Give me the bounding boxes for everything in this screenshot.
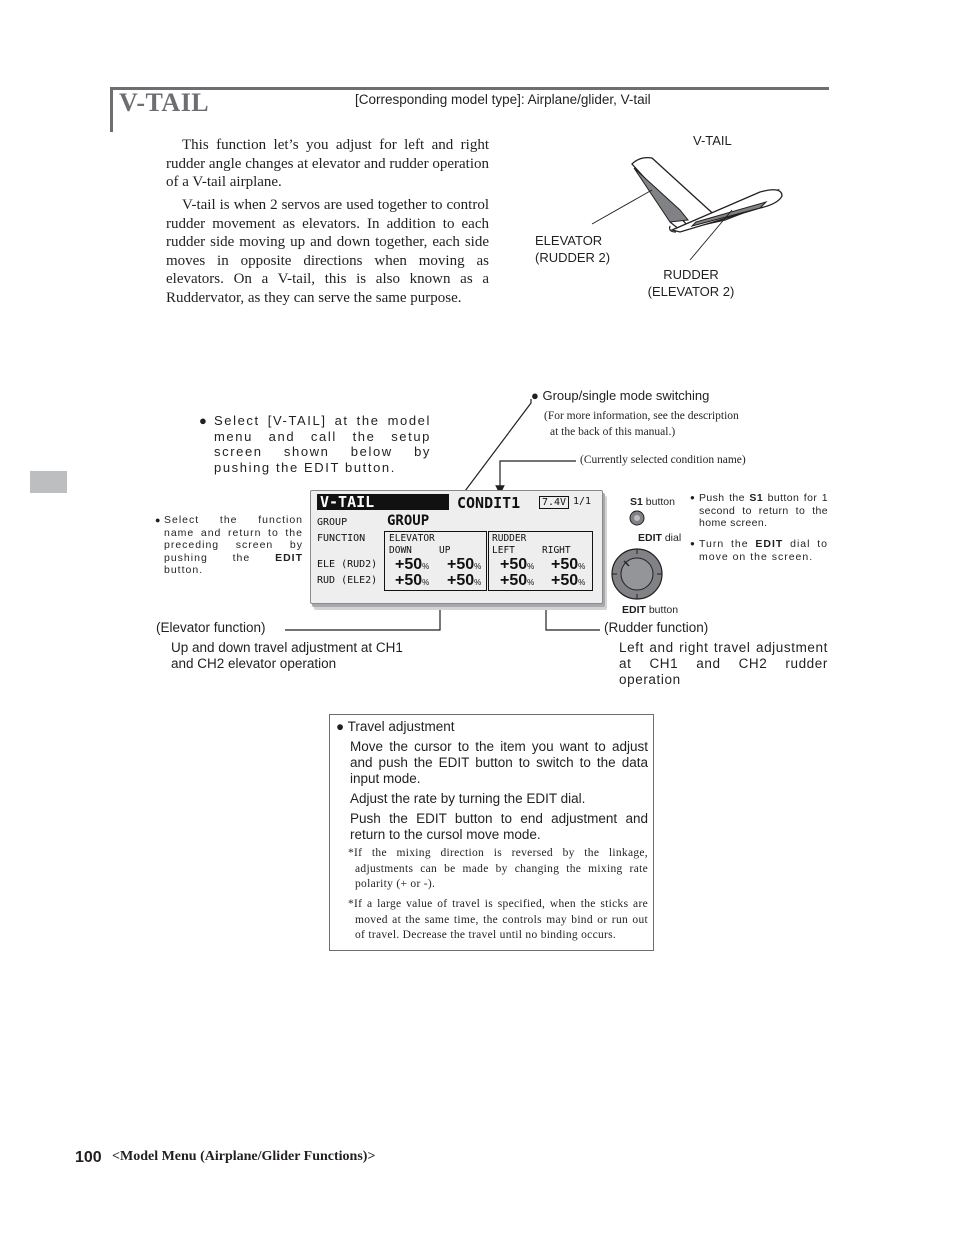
group-mode-button[interactable]: GROUP xyxy=(387,513,430,529)
lcd-screen xyxy=(310,490,603,604)
turn-edit-b: EDIT xyxy=(755,538,784,550)
select-function-end: button. xyxy=(164,564,204,576)
elevator-label-line1: ELEVATOR xyxy=(535,233,603,248)
model-type-note: [Corresponding model type]: Airplane/glider, V-tail xyxy=(355,92,651,107)
rudder-label-line2: (ELEVATOR 2) xyxy=(647,284,735,299)
travel-step-1: Move the cursor to the item you want to adjust and push the EDIT button to switch to the data input mode. xyxy=(350,739,648,786)
rud-right-value[interactable] xyxy=(551,572,585,590)
select-model-text: Select [V-TAIL] at the model menu and call the setup screen shown below by pushing the EDIT button. xyxy=(214,413,431,475)
push-s1-note xyxy=(690,492,828,530)
edit-button-label-bold: EDIT xyxy=(622,604,646,616)
bullet-icon: ● xyxy=(199,413,207,428)
rud-row-label[interactable]: RUD (ELE2) xyxy=(317,575,378,586)
bullet-icon: ● xyxy=(690,539,695,548)
rud-left-number: +50 xyxy=(500,572,528,589)
select-function-text xyxy=(164,514,303,577)
travel-adjustment-box xyxy=(329,714,654,951)
s1-button-icon[interactable] xyxy=(628,509,646,527)
elevator-label-line2: (RUDDER 2) xyxy=(535,250,611,265)
push-s1-a: Push the xyxy=(699,492,745,504)
ele-right-number: +50 xyxy=(551,556,579,573)
turn-edit-note xyxy=(690,538,828,563)
pct-unit: % xyxy=(422,562,430,571)
screen-group-label: GROUP xyxy=(317,517,348,528)
elevator-header: ELEVATOR xyxy=(389,533,435,544)
screen-condition: CONDIT1 xyxy=(457,494,521,512)
ele-row-label[interactable]: ELE (RUD2) xyxy=(317,559,378,570)
push-s1-c: button for 1 second to return to the home screen. xyxy=(699,492,828,529)
condition-name-note: (Currently selected condition name) xyxy=(580,454,746,466)
edit-dial-icon[interactable] xyxy=(610,545,664,603)
left-header: LEFT xyxy=(492,545,515,556)
page-number: 100 xyxy=(75,1149,102,1166)
intro-text-1: This function let’s you adjust for left and right rudder angle changes at elevator and rudder operation of a V-tail airplane. xyxy=(166,137,489,191)
group-switch-text: Group/single mode switching xyxy=(542,388,710,403)
push-s1-b: S1 xyxy=(749,492,764,504)
bullet-icon: ● xyxy=(531,388,543,403)
rud-up-value[interactable] xyxy=(447,572,481,590)
condition-arrow xyxy=(500,461,576,490)
pct-unit: % xyxy=(578,562,586,571)
rud-down-value[interactable] xyxy=(395,572,429,590)
bullet-icon: ● xyxy=(690,493,695,502)
rudder-function-desc: Left and right travel adjustment at CH1 and CH2 rudder operation xyxy=(619,640,828,687)
bullet-icon: ● xyxy=(155,515,161,525)
travel-step-3: Push the EDIT button to end adjustment and return to the cursol move mode. xyxy=(350,811,648,842)
travel-note-1: *If the mixing direction is reversed by the linkage, adjustments can be made by changing the mixing rate polarity (+ or -). xyxy=(348,847,648,890)
group-info-line2: at the back of this manual.) xyxy=(550,426,676,438)
rud-left-value[interactable] xyxy=(500,572,534,590)
page-title: V-TAIL xyxy=(119,88,210,117)
turn-edit-text xyxy=(699,538,828,563)
edit-button-label xyxy=(622,604,678,616)
edit-dial-label-bold: EDIT xyxy=(638,532,662,544)
rud-down-number: +50 xyxy=(395,572,423,589)
intro-text-2: V-tail is when 2 servos are used together to control rudder movement as elevators. In addition to each rudder side moving up and down together, each side moves in opposite directions when moving as elevators. On a V-tail, this is also known as a Ruddervator, as they can serve the same purpose. xyxy=(166,197,489,306)
select-function-main: Select the function name and return to the preceding screen by pushing the xyxy=(164,514,303,564)
footer-section: <Model Menu (Airplane/Glider Functions)> xyxy=(112,1149,376,1164)
ele-up-number: +50 xyxy=(447,556,475,573)
turn-edit-c: dial to move on the screen. xyxy=(699,538,828,563)
up-header: UP xyxy=(439,545,451,556)
edit-dial-label-word: dial xyxy=(664,532,682,544)
pct-unit: % xyxy=(527,578,535,587)
rud-up-number: +50 xyxy=(447,572,475,589)
elevator-function-desc: Up and down travel adjustment at CH1 and CH2 elevator operation xyxy=(171,640,403,671)
s1-label-bold: S1 xyxy=(630,496,643,508)
travel-note-2: *If a large value of travel is specified, when the sticks are moved at the same time, the controls may bind or run out of travel. Decrease the travel until no binding occurs. xyxy=(348,898,648,941)
screen-function-label: FUNCTION xyxy=(317,533,366,544)
screen-page-indicator: 1/1 xyxy=(573,496,592,507)
right-header: RIGHT xyxy=(542,545,571,556)
pct-unit: % xyxy=(474,562,482,571)
down-header: DOWN xyxy=(389,545,412,556)
ele-left-number: +50 xyxy=(500,556,528,573)
pct-unit: % xyxy=(422,578,430,587)
rudder-header: RUDDER xyxy=(492,533,527,544)
rudder-label-line1: RUDDER xyxy=(663,267,719,282)
rud-right-number: +50 xyxy=(551,572,579,589)
pct-unit: % xyxy=(474,578,482,587)
screen-voltage-badge: 7.4V xyxy=(539,496,569,509)
select-function-edit: EDIT xyxy=(275,551,304,564)
rudder-function-label: (Rudder function) xyxy=(604,620,709,635)
pct-unit: % xyxy=(578,578,586,587)
travel-heading-text: Travel adjustment xyxy=(347,719,455,734)
bullet-icon: ● xyxy=(336,719,348,734)
select-function-callout xyxy=(155,514,303,577)
figure-label: V-TAIL xyxy=(693,133,732,148)
screen-title[interactable]: V-TAIL xyxy=(317,494,449,510)
pct-unit: % xyxy=(527,562,535,571)
s1-label xyxy=(630,496,675,508)
edit-dial-label xyxy=(638,532,681,544)
group-info-line1: (For more information, see the description xyxy=(544,410,739,422)
edit-button-label-word: button xyxy=(648,604,679,616)
push-s1-text xyxy=(699,492,828,530)
s1-label-word: button xyxy=(645,496,675,508)
elevator-function-label: (Elevator function) xyxy=(156,620,266,635)
ele-down-number: +50 xyxy=(395,556,423,573)
travel-heading xyxy=(336,719,454,735)
turn-edit-a: Turn the xyxy=(699,538,749,550)
travel-step-2: Adjust the rate by turning the EDIT dial. xyxy=(350,791,586,806)
